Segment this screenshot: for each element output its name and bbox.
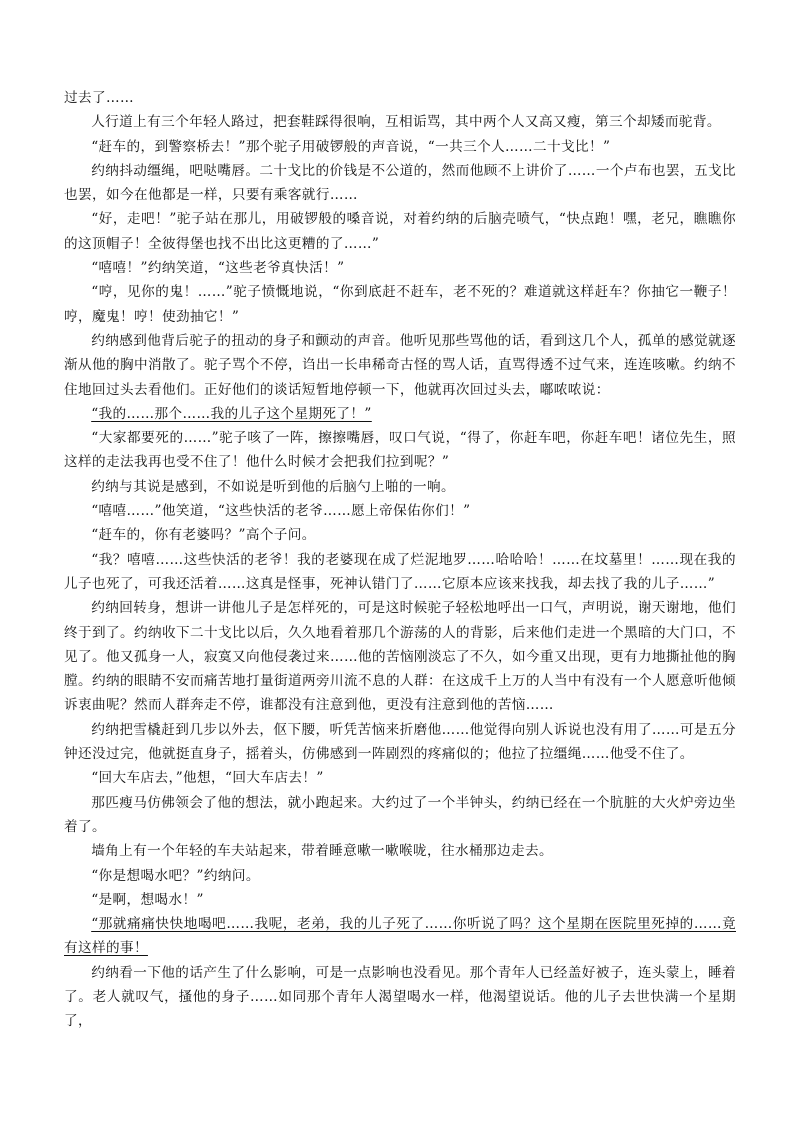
paragraph: 约纳感到他背后驼子的扭动的身子和颤动的声音。他听见那些骂他的话，看到这几个人，孤单的感觉就逐渐从他的胸中消散了。驼子骂个不停，诌出一长串稀奇古怪的骂人话，直骂得透不过气来，连连咳嗽。约纳不住地回过头去看他们。正好他们的谈话短暂地停顿一下，他就再次回过头去，嘟哝哝说： (64, 332, 736, 398)
paragraph: “大家都要死的……”驼子咳了一阵，擦擦嘴唇，叹口气说，“得了，你赶车吧，你赶车吧！诸位先生，照这样的走法我再也受不住了！他什么时候才会把我们拉到呢？” (64, 430, 736, 471)
paragraph: “是啊，想喝水！” (91, 891, 204, 908)
underlined-text: “那就痛痛快快地喝吧……我呢，老弟，我的儿子死了……你听说了吗？这个星期在医院里死掉的……竟有这样的事！ (64, 916, 736, 957)
underlined-paragraph (64, 402, 736, 426)
paragraph: “嘻嘻……”他笑道，“这些快活的老爷……愿上帝保佑你们！” (91, 503, 471, 520)
paragraph: “赶车的，到警察桥去！”那个驼子用破锣般的声音说，“一共三个人……二十戈比！” (91, 138, 611, 155)
underlined-paragraph (64, 912, 736, 961)
paragraph: 墙角上有一个年轻的车夫站起来，带着睡意嗽一嗽喉咙，往水桶那边走去。 (91, 843, 553, 860)
paragraph: 约纳回转身，想讲一讲他儿子是怎样死的，可是这时候驼子轻松地呼出一口气，声明说，谢天谢地，他们终于到了。约纳收下二十戈比以后，久久地看着那几个游荡的人的背影，后来他们走进一个黑暗的大门口，不见了。他又孤身一人，寂寞又向他侵袭过来……他的苦恼刚淡忘了不久，如今重又出现，更有力地撕扯他的胸膛。约纳的眼睛不安而痛苦地打量街道两旁川流不息的人群：在这成千上万的人当中有没有一个人愿意听他倾诉衷曲呢？然而人群奔走不停，谁都没有注意到他，更没有注意到他的苦恼…… (64, 600, 736, 714)
document-page (64, 86, 736, 1034)
paragraph: 约纳抖动缰绳，吧哒嘴唇。二十戈比的价钱是不公道的，然而他顾不上讲价了……一个卢布也罢，五戈比也罢，如今在他都是一样，只要有乘客就行…… (64, 162, 736, 204)
paragraph: 约纳把雪橇赶到几步以外去，伛下腰，听凭苦恼来折磨他……他觉得向别人诉说也没有用了……可是五分钟还没过完，他就挺直身子，摇着头，仿佛感到一阵剧烈的疼痛似的；他拉了拉缰绳……他受不住了。 (64, 721, 736, 763)
paragraph: 那匹瘦马仿佛领会了他的想法，就小跑起来。大约过了一个半钟头，约纳已经在一个肮脏的大火炉旁边坐着了。 (64, 794, 736, 835)
paragraph: 约纳看一下他的话产生了什么影响，可是一点影响也没看见。那个青年人已经盖好被子，连头蒙上，睡着了。老人就叹气，搔他的身子……如同那个青年人渴望喝水一样，他渴望说话。他的儿子去世快满一个星期了， (64, 964, 736, 1030)
paragraph: “我？嘻嘻……这些快活的老爷！我的老婆现在成了烂泥地罗……哈哈哈！……在坟墓里！……现在我的儿子也死了，可我还活着……这真是怪事，死神认错门了……它原本应该来找我，却去找了我的儿子……” (64, 551, 736, 592)
paragraph: “哼，见你的鬼！……”驼子愤慨地说，“你到底赶不赶车，老不死的？难道就这样赶车？你抽它一鞭子！哼，魔鬼！哼！使劲抽它！” (64, 284, 736, 325)
paragraph: “回大车店去，”他想，“回大车店去！” (91, 770, 324, 787)
paragraph: 约纳与其说是感到，不如说是听到他的后脑勺上啪的一响。 (91, 478, 456, 495)
paragraph: “赶车的，你有老婆吗？”高个子问。 (91, 527, 316, 544)
paragraph: “嘻嘻！”约纳笑道，“这些老爷真快活！” (91, 260, 345, 277)
paragraph: “你是想喝水吧？”约纳问。 (91, 867, 260, 884)
paragraph: 过去了…… (64, 90, 134, 106)
paragraph: “好，走吧！”驼子站在那儿，用破锣般的嗓音说，对着约纳的后脑壳喷气，“快点跑！嘿，老兄，瞧瞧你的这顶帽子！全彼得堡也找不出比这更糟的了……” (64, 211, 736, 252)
underlined-text: “我的……那个……我的儿子这个星期死了！” (91, 405, 372, 422)
paragraph: 人行道上有三个年轻人路过，把套鞋踩得很响，互相诟骂，其中两个人又高又瘦，第三个却矮而驼背。 (91, 114, 721, 131)
